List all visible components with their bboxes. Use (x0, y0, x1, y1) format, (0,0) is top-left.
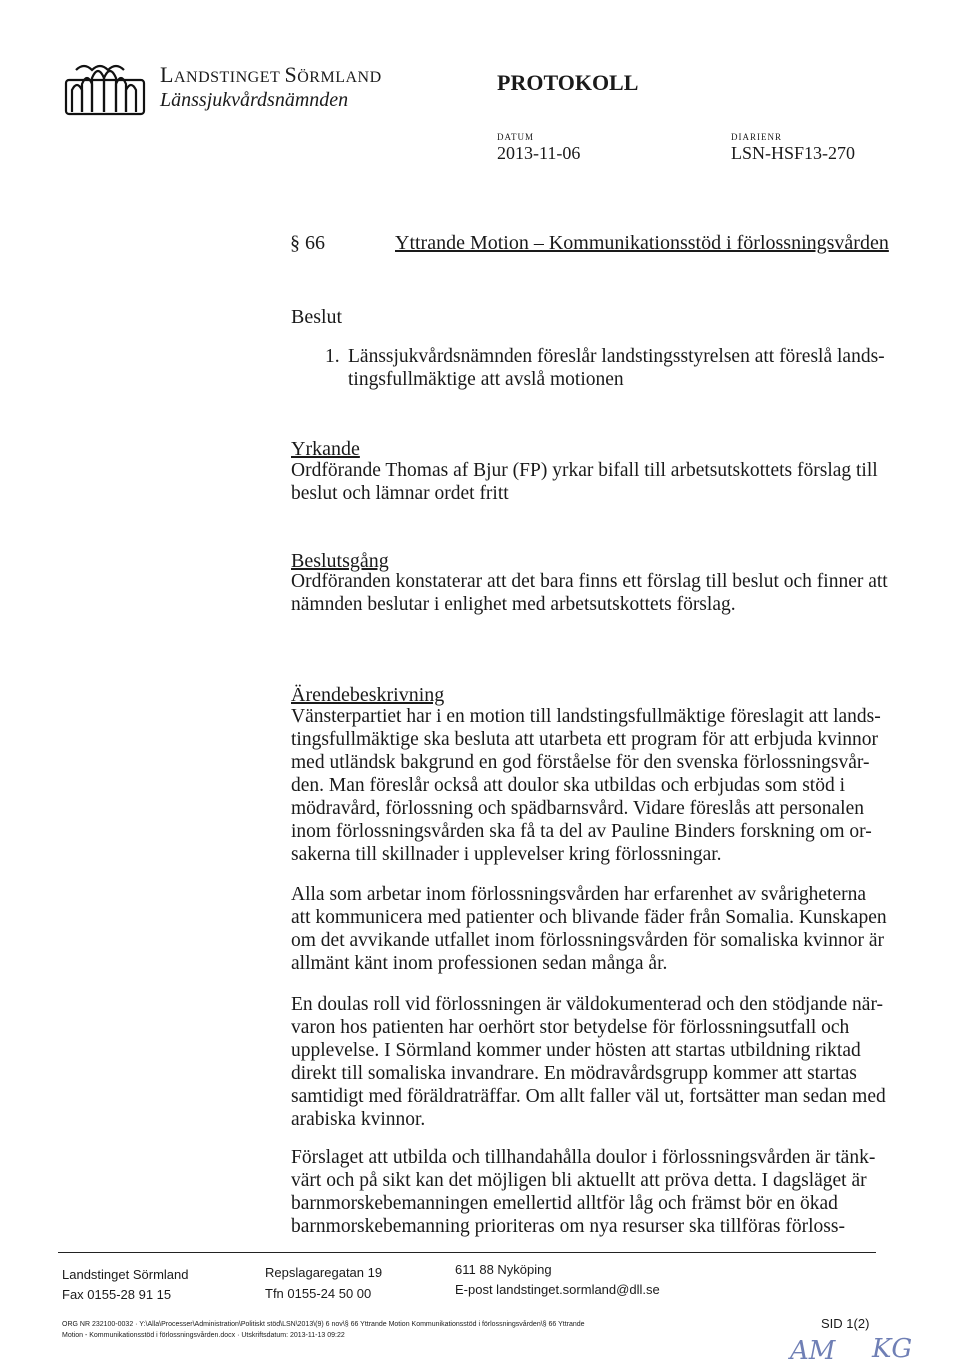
text-line: tingsfullmäktige att avslå motionen (348, 369, 624, 390)
text-line: barnmorskebemanningen emellertid alltför låg och främst bör en ökad (291, 1193, 838, 1214)
handwritten-initials-2: KG (872, 1334, 913, 1364)
logo-icon (62, 58, 148, 120)
text-line: värt och på sikt kan det möjligen bli aktuellt att pröva detta. I dagsläget är (291, 1170, 867, 1191)
footer-email: E-post landstinget.sormland@dll.se (455, 1282, 660, 1297)
handwritten-initials-1: AM (790, 1336, 836, 1366)
footer-print-info: Motion - Kommunikationsstöd i förlossningsvården.docx · Utskriftsdatum: 2013-11-13 09:22 (62, 1332, 345, 1339)
text-line: beslut och lämnar ordet fritt (291, 483, 509, 504)
text-line: barnmorskebemanning prioriteras om nya resurser ska tillföras förloss- (291, 1216, 845, 1237)
arende-paragraph-3 (291, 993, 886, 1131)
text-line: Förslaget att utbilda och tillhandahålla doulor i förlossningsvården är tänk- (291, 1147, 876, 1168)
beslutsgang-heading: Beslutsgång (291, 550, 389, 572)
text-line: allmänt känt inom professionen sedan många år. (291, 953, 668, 974)
footer-org: Landstinget Sörmland (62, 1267, 189, 1282)
beslutsgang-text (291, 570, 888, 616)
text-line: arabiska kvinnor. (291, 1109, 426, 1130)
datum-value: 2013-11-06 (497, 143, 581, 163)
text-line: Vänsterpartiet har i en motion till landstingsfullmäktige föreslagit att lands- (291, 706, 881, 727)
datum-label: DATUM (497, 132, 535, 142)
arende-paragraph-2 (291, 883, 887, 975)
section-title: Yttrande Motion – Kommunikationsstöd i förlossningsvården (395, 232, 889, 254)
text-line: tingsfullmäktige ska besluta att utarbeta ett program för att erbjuda kvinnor (291, 729, 878, 750)
arende-paragraph-1 (291, 705, 881, 866)
text-line: den. Man föreslår också att doulor ska utbildas och erbjudas som stöd i (291, 775, 846, 796)
text-line: Ordförande Thomas af Bjur (FP) yrkar bifall till arbetsutskottets förslag till (291, 460, 878, 481)
diarienr-label: DIARIENR (731, 132, 782, 142)
text-line: En doulas roll vid förlossningen är väldokumenterad och den stödjande när- (291, 994, 884, 1015)
yrkande-text (291, 459, 878, 505)
beslut-text (348, 345, 885, 391)
text-line: om det avvikande utfallet inom förlossningsvården för somaliska kvinnor är (291, 930, 884, 951)
text-line: Ordföranden konstaterar att det bara finns ett förslag till beslut och finner att (291, 571, 888, 592)
beslut-item-number: 1. (325, 346, 340, 367)
text-line: direkt till somaliska invandrare. En mödravårdsgrupp kommer att startas (291, 1063, 857, 1084)
text-line: mödravård, förlossning och spädbarnsvård. Vidare föreslås att personalen (291, 798, 865, 819)
diarienr-value: LSN-HSF13-270 (731, 143, 856, 163)
text-line: upplevelse. I Sörmland kommer under hösten att startas utbildning riktad (291, 1040, 861, 1061)
text-line: inom förlossningsvården ska få ta del av Pauline Binders forskning om or- (291, 821, 872, 842)
arende-paragraph-4 (291, 1146, 875, 1238)
page-number: SID 1(2) (821, 1316, 870, 1331)
text-line: varon hos patienten har oerhört stor betydelse för förlossningsutfall och (291, 1017, 850, 1038)
arende-heading: Ärendebeskrivning (291, 684, 445, 706)
yrkande-heading: Yrkande (291, 438, 360, 460)
footer-divider (58, 1252, 876, 1253)
section-number: § 66 (290, 232, 325, 254)
text-line: med utländsk bakgrund en god förståelse för den svenska förlossningsvår- (291, 752, 870, 773)
text-line: att kommunicera med patienter och blivande fäder från Somalia. Kunskapen (291, 907, 887, 928)
footer-postal: 611 88 Nyköping (455, 1262, 552, 1277)
org-subtitle: Länssjukvårdsnämnden (160, 89, 349, 111)
footer-street: Repslagaregatan 19 (265, 1265, 383, 1280)
text-line: nämnden beslutar i enlighet med arbetsutskottets förslag. (291, 594, 736, 615)
beslut-heading: Beslut (291, 306, 343, 328)
text-line: Alla som arbetar inom förlossningsvården har erfarenhet av svårigheterna (291, 884, 867, 905)
footer-fax: Fax 0155-28 91 15 (62, 1287, 172, 1302)
text-line: sakerna till skillnader i upplevelser kring förlossningar. (291, 844, 722, 865)
footer-file-path: ORG NR 232100-0032 · Y:\Alla\Processer\Administration\Politiskt stöd\LSN\2013\(9) 6 nov\§ 66 Yttrande Motion Kommunikationsstöd i förlossningsvården\§ 66 Yttrande (62, 1321, 585, 1328)
text-line: Länssjukvårdsnämnden föreslår landstingsstyrelsen att föreslå lands- (348, 346, 885, 367)
text-line: samtidigt med föräldraträffar. Om allt faller väl ut, fortsätter man sedan med (291, 1086, 886, 1107)
document-type: PROTOKOLL (497, 70, 639, 95)
footer-phone: Tfn 0155-24 50 00 (265, 1286, 372, 1301)
org-name: LANDSTINGET SÖRMLAND (160, 62, 382, 87)
